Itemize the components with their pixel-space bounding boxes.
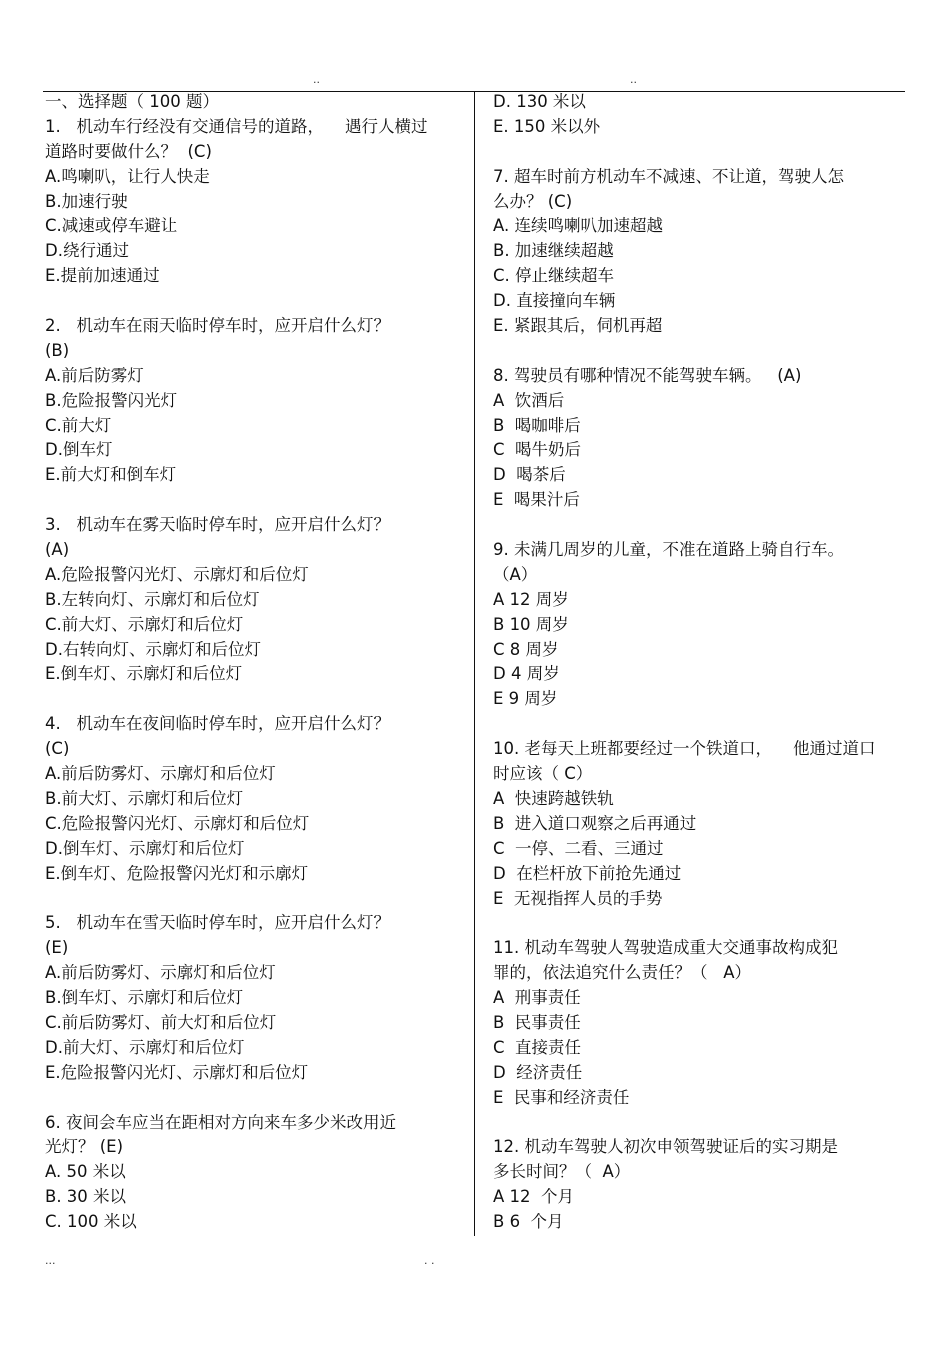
blank-line bbox=[493, 140, 905, 165]
text-line: B.加速行驶 bbox=[45, 191, 128, 211]
blank-line bbox=[45, 1086, 470, 1111]
text-line: D. 直接撞向车辆 bbox=[493, 291, 616, 311]
text-line: A.前后防雾灯、示廓灯和后位灯 bbox=[45, 764, 276, 784]
header-dots-right: .. bbox=[630, 73, 637, 86]
text-line: C.前大灯、示廓灯和后位灯 bbox=[45, 614, 244, 634]
text-line: B 10 周岁 bbox=[493, 614, 569, 634]
text-line: A. 连续鸣喇叭加速超越 bbox=[493, 216, 663, 236]
text-line: 6. 夜间会车应当在距相对方向来车多少米改用近 bbox=[45, 1112, 396, 1132]
text-line: C 一停、二看、三通过 bbox=[493, 838, 664, 858]
footer-dots-right: . . bbox=[424, 1254, 435, 1267]
text-line: D.倒车灯 bbox=[45, 440, 113, 460]
text-line: B.危险报警闪光灯 bbox=[45, 390, 178, 410]
blank-line bbox=[45, 687, 470, 712]
text-line: B. 加速继续超越 bbox=[493, 241, 614, 261]
text-line: C 8 周岁 bbox=[493, 639, 559, 659]
blank-line bbox=[493, 513, 905, 538]
text-line: B 喝咖啡后 bbox=[493, 415, 581, 435]
blank-line bbox=[493, 1111, 905, 1136]
text-line: C.减速或停车避让 bbox=[45, 216, 178, 236]
text-line: A 快速跨越铁轨 bbox=[493, 788, 614, 808]
text-line: 4. 机动车在夜间临时停车时，应开启什么灯？ bbox=[45, 714, 390, 734]
blank-line bbox=[45, 289, 470, 314]
text-line: E.危险报警闪光灯、示廓灯和后位灯 bbox=[45, 1062, 309, 1082]
text-line: A 12 周岁 bbox=[493, 589, 569, 609]
text-line: D.右转向灯、示廓灯和后位灯 bbox=[45, 639, 261, 659]
text-line: E.前大灯和倒车灯 bbox=[45, 465, 177, 485]
text-line: 道路时要做什么？ (C) bbox=[45, 141, 212, 161]
text-line: D. 130 米以 bbox=[493, 92, 586, 111]
text-line: 11. 机动车驾驶人驾驶造成重大交通事故构成犯 bbox=[493, 938, 838, 958]
text-line: 一、选择题（ 100 题） bbox=[45, 92, 219, 111]
text-line: 3. 机动车在雾天临时停车时，应开启什么灯？ bbox=[45, 515, 390, 535]
blank-line bbox=[45, 488, 470, 513]
text-line: A.前后防雾灯、示廓灯和后位灯 bbox=[45, 963, 276, 983]
text-line: (E) bbox=[45, 938, 69, 958]
text-line: E 喝果汁后 bbox=[493, 490, 580, 510]
text-line: C.前后防雾灯、前大灯和后位灯 bbox=[45, 1012, 277, 1032]
text-line: A. 50 米以 bbox=[45, 1162, 126, 1182]
text-line: B.前大灯、示廓灯和后位灯 bbox=[45, 788, 244, 808]
blank-line bbox=[45, 887, 470, 912]
text-line: D 在栏杆放下前抢先通过 bbox=[493, 863, 682, 883]
text-line: 1. 机动车行经没有交通信号的道路， 遇行人横过 bbox=[45, 116, 428, 136]
text-line: (B) bbox=[45, 340, 70, 360]
right-column bbox=[493, 90, 905, 1235]
text-line: B. 30 米以 bbox=[45, 1187, 127, 1207]
text-line: 12. 机动车驾驶人初次申领驾驶证后的实习期是 bbox=[493, 1137, 838, 1157]
text-line: B.倒车灯、示廓灯和后位灯 bbox=[45, 988, 244, 1008]
blank-line bbox=[493, 712, 905, 737]
text-line: D.绕行通过 bbox=[45, 241, 129, 261]
text-line: 5. 机动车在雪天临时停车时，应开启什么灯？ bbox=[45, 913, 390, 933]
blank-line bbox=[493, 911, 905, 936]
text-line: 多长时间？（ A） bbox=[493, 1162, 631, 1182]
text-line: A.前后防雾灯 bbox=[45, 365, 144, 385]
text-line: E.倒车灯、危险报警闪光灯和示廓灯 bbox=[45, 863, 309, 883]
text-line: D.倒车灯、示廓灯和后位灯 bbox=[45, 838, 245, 858]
text-line: E 9 周岁 bbox=[493, 689, 558, 709]
text-line: C.危险报警闪光灯、示廓灯和后位灯 bbox=[45, 813, 310, 833]
footer-dots-left: ... bbox=[45, 1254, 56, 1267]
text-line: D 经济责任 bbox=[493, 1062, 583, 1082]
text-line: 么办？ (C) bbox=[493, 191, 573, 211]
text-line: (A) bbox=[45, 540, 70, 560]
text-line: A.危险报警闪光灯、示廓灯和后位灯 bbox=[45, 564, 309, 584]
text-line: (C) bbox=[45, 739, 70, 759]
text-line: 罪的，依法追究什么责任？（ A） bbox=[493, 963, 752, 983]
left-column bbox=[45, 90, 470, 1235]
text-line: C. 100 米以 bbox=[45, 1212, 137, 1232]
text-line: B 进入道口观察之后再通过 bbox=[493, 813, 697, 833]
text-line: B.左转向灯、示廓灯和后位灯 bbox=[45, 589, 260, 609]
text-line: 7. 超车时前方机动车不减速、不让道，驾驶人怎 bbox=[493, 166, 844, 186]
text-line: B 6 个月 bbox=[493, 1212, 564, 1232]
text-line: E 民事和经济责任 bbox=[493, 1087, 630, 1107]
text-line: A 12 个月 bbox=[493, 1187, 575, 1207]
column-divider bbox=[474, 92, 475, 1236]
text-line: E. 150 米以外 bbox=[493, 116, 601, 136]
text-line: A.鸣喇叭，让行人快走 bbox=[45, 166, 210, 186]
text-line: C. 停止继续超车 bbox=[493, 266, 615, 286]
text-line: D.前大灯、示廓灯和后位灯 bbox=[45, 1037, 245, 1057]
text-line: 时应该（ C） bbox=[493, 764, 593, 784]
text-line: 2. 机动车在雨天临时停车时，应开启什么灯？ bbox=[45, 316, 390, 336]
text-line: 8. 驾驶员有哪种情况不能驾驶车辆。 (A) bbox=[493, 365, 802, 385]
text-line: A 刑事责任 bbox=[493, 988, 581, 1008]
text-line: E.倒车灯、示廓灯和后位灯 bbox=[45, 664, 243, 684]
text-line: C.前大灯 bbox=[45, 415, 112, 435]
text-line: 10. 老每天上班都要经过一个铁道口， 他通过道口 bbox=[493, 739, 876, 759]
text-line: 光灯？ (E) bbox=[45, 1137, 124, 1157]
text-line: 9. 未满几周岁的儿童，不准在道路上骑自行车。 bbox=[493, 540, 844, 560]
text-line: C 直接责任 bbox=[493, 1037, 582, 1057]
blank-line bbox=[493, 339, 905, 364]
text-line: B 民事责任 bbox=[493, 1012, 581, 1032]
text-line: D 喝茶后 bbox=[493, 465, 566, 485]
text-line: D 4 周岁 bbox=[493, 664, 560, 684]
text-line: A 饮酒后 bbox=[493, 390, 565, 410]
text-line: C 喝牛奶后 bbox=[493, 440, 582, 460]
text-line: E.提前加速通过 bbox=[45, 266, 160, 286]
text-line: E. 紧跟其后，伺机再超 bbox=[493, 316, 663, 336]
text-line: （A） bbox=[493, 564, 538, 584]
text-line: E 无视指挥人员的手势 bbox=[493, 888, 663, 908]
header-dots-left: .. bbox=[313, 73, 320, 86]
